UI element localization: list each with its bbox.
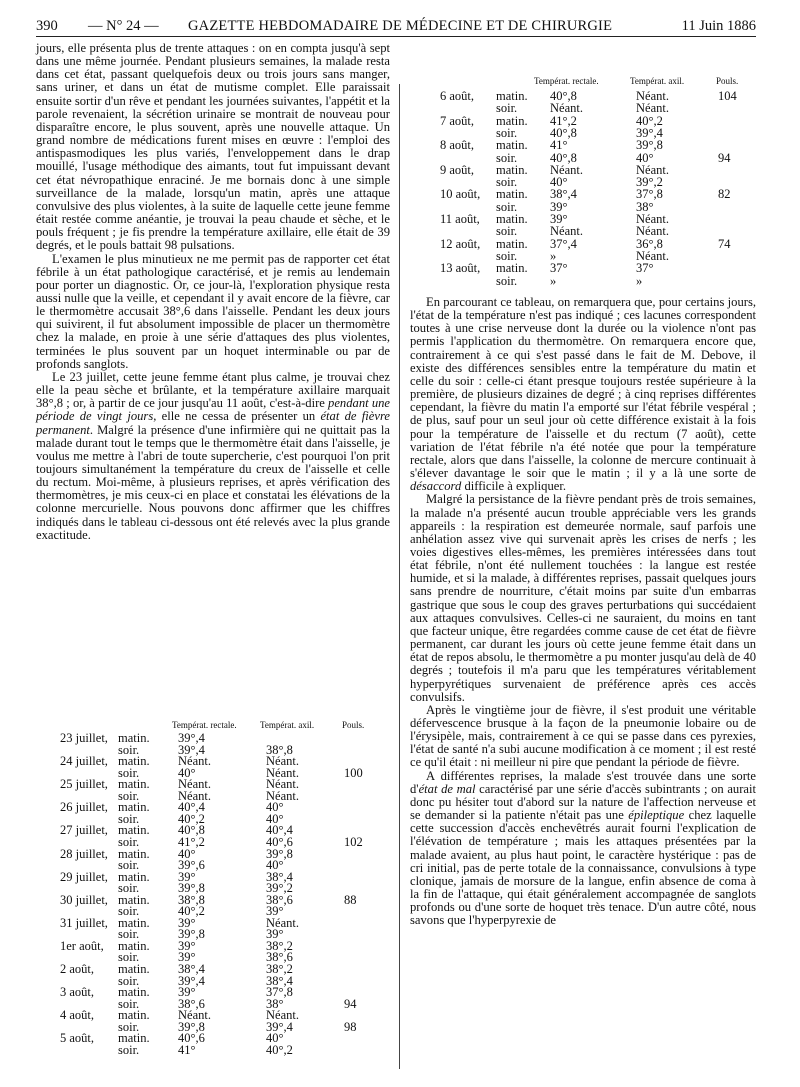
date-cell: 12 août, — [440, 236, 481, 251]
rectal-temp-cell: 37°,4 — [550, 236, 577, 251]
axil-temp-cell: 40°,4 — [266, 823, 293, 838]
emphasis: désaccord — [410, 479, 462, 494]
period-cell: soir. — [496, 101, 518, 116]
paragraph: L'examen le plus minutieux ne me permit pas de rapporter cet état fébrile à un état pathologique caractérisé, et je remis au lendemain pour porter un diagnostic. Or, ce jour-là, l'exploration physique resta aussi nulle que la veille, et cependant il y avait encore de la fièvre, car le thermomètre accusait 38°,6 dans l'aisselle. Pendant les deux jours qui suivirent, il fut absolument impossible de placer un thermomètre chez la malade, en proie à une série d'attaques des plus violentes, terminées le plus souvent par un hoquet interminable ou par de profonds sanglots. — [36, 251, 390, 371]
date-cell: 8 août, — [440, 138, 475, 153]
table-row — [440, 262, 800, 275]
date-cell: 7 août, — [440, 113, 475, 128]
period-cell: soir. — [118, 927, 140, 942]
axil-temp-cell: 39°,8 — [266, 846, 293, 861]
date-cell: 29 juillet, — [60, 869, 108, 884]
axil-temp-cell: 36°,8 — [636, 236, 663, 251]
pulse-cell: 74 — [718, 236, 731, 251]
period-cell: matin. — [118, 1031, 150, 1046]
pulse-cell: 88 — [344, 892, 357, 907]
date-cell: 6 août, — [440, 89, 475, 103]
pulse-cell: 94 — [344, 996, 357, 1011]
date-cell: 1er août, — [60, 938, 104, 953]
date-cell: 26 juillet, — [60, 800, 108, 815]
period-cell: soir. — [118, 788, 140, 803]
rectal-temp-cell: 38°,8 — [178, 892, 205, 907]
issue-number: — N° 24 — — [88, 18, 159, 34]
date-cell: 10 août, — [440, 187, 481, 202]
date-cell: 9 août, — [440, 162, 475, 177]
left-column — [36, 42, 390, 542]
period-cell: soir. — [496, 224, 518, 239]
rectal-temp-cell: 41° — [178, 1042, 196, 1057]
paragraph: A différentes reprises, la malade s'est trouvée dans une sorte d'état de mal caractérisé par une série d'accès subintrants ; on aurait donc pu hésiter tout d'abord sur la nature de l'affection nerveuse et se demander si la patiente n'était pas une épileptique chez laquelle cette succession d'accès enchevêtrés aurait fourni l'explication de l'élévation de température ; mais les attaques présentées par la malade avaient, au plus haut point, le caractère hystérique : pas de cri initial, pas de perte totale de la connaissance, convulsions à type clonique, jamais de morsure de la langue, enfin absence de coma à la fin de l'attaque, qui était généralement accompagnée de sanglots profonds ou d'une sorte de hoquet très tenace. D'un autre côté, nous savons que l'hyperpyrexie de — [410, 768, 756, 928]
table-row — [440, 238, 800, 251]
period-cell: matin. — [118, 985, 150, 1000]
date-cell: 5 août, — [60, 1031, 95, 1046]
emphasis: pendant une période de vingt jours — [36, 396, 390, 424]
axil-temp-cell: 37°,8 — [266, 985, 293, 1000]
period-cell: matin. — [496, 138, 528, 153]
axil-temp-cell: 38°,6 — [266, 950, 293, 965]
rectal-temp-cell: 39°,8 — [178, 1019, 205, 1034]
rectal-temp-cell: 40°,8 — [550, 125, 577, 140]
axil-temp-cell: 40°,2 — [636, 113, 663, 128]
paragraph: Après le vingtième jour de fièvre, il s'est produit une véritable défervescence brusque à la façon de la pneumonie lobaire ou de l'érysipèle, mais, contrairement à ce qui se passe dans ces pyrexies, l'état de santé n'a subi aucune modification à ce moment ; il est resté ce qu'il était : ni meilleur ni pire que pendant la période de fièvre. — [410, 702, 756, 770]
period-cell: matin. — [118, 731, 150, 745]
axil-temp-cell: 40°,6 — [266, 834, 293, 849]
period-cell: matin. — [118, 892, 150, 907]
period-cell: soir. — [118, 973, 140, 988]
header-rectal: Températ. rectale. — [534, 76, 599, 86]
period-cell: soir. — [496, 150, 518, 165]
axil-temp-cell: 37° — [636, 261, 654, 276]
rectal-temp-cell: 39°,6 — [178, 858, 205, 873]
axil-temp-cell: Néant. — [636, 101, 669, 116]
rectal-temp-cell: 39°,8 — [178, 881, 205, 896]
axil-temp-cell: 39° — [266, 904, 284, 919]
table-row — [440, 225, 800, 238]
rectal-temp-cell: 38°,4 — [178, 962, 205, 976]
axil-temp-cell: Néant. — [266, 788, 299, 803]
period-cell: matin. — [496, 187, 528, 202]
rectal-temp-cell: 39° — [550, 212, 568, 226]
rectal-temp-cell: 41°,2 — [550, 113, 577, 128]
temperature-table-left — [60, 719, 390, 1064]
table-row — [60, 1044, 460, 1057]
axil-temp-cell: 38°,8 — [266, 742, 293, 757]
period-cell: matin. — [118, 915, 150, 930]
period-cell: matin. — [118, 869, 150, 884]
axil-temp-cell: Néant. — [636, 224, 669, 239]
axil-temp-cell: 40° — [636, 150, 654, 165]
period-cell: matin. — [496, 212, 528, 226]
rectal-temp-cell: 40°,2 — [178, 811, 205, 826]
rectal-temp-cell: 39° — [178, 950, 196, 965]
table-row — [440, 152, 800, 165]
paragraph: jours, elle présenta plus de trente attaques : on en compta jusqu'à sept dans une même journée. Pendant plusieurs semaines, la malade resta dans cet état, passant quelquefois deux ou trois jours sans manger, sans uriner, et dans un état de mutisme complet. Elle paraissait ensuite sortir d'un rêve et pendant les journées suivantes, l'appétit et la parole revenaient, la sécrétion urinaire se montrait de nouveau pour disparaître encore, le plus souvent, après une nouvelle attaque. Un grand nombre de médications furent mises en œuvre : l'emploi des antispasmodiques les plus variés, l'enveloppement dans le drap mouillé, l'usage méthodique des aimants, tout fut impuissant devant cet état névropathique enraciné. Je me bornais donc à une simple surveillance de la malade, lorsqu'un matin, après une attaque convulsive des plus violentes, à la suite de laquelle cette jeune femme était restée comme anéantie, je trouvai la peau chaude et sèche, et le pouls fréquent ; je fis prendre la température axillaire, elle était de 39 degrés, et le pouls battait 98 pulsations. — [36, 41, 390, 253]
header-rule — [36, 36, 756, 37]
rectal-temp-cell: Néant. — [550, 224, 583, 239]
rectal-temp-cell: 39°,4 — [178, 973, 205, 988]
right-column — [410, 296, 756, 928]
table-row — [440, 90, 800, 103]
period-cell: matin. — [496, 113, 528, 128]
period-cell: soir. — [496, 175, 518, 190]
axil-temp-cell: Néant. — [266, 765, 299, 780]
table-row — [440, 127, 800, 140]
rectal-temp-cell: Néant. — [178, 754, 211, 769]
axil-temp-cell: » — [636, 273, 643, 288]
rectal-temp-cell: » — [550, 248, 557, 263]
axil-temp-cell: 39°,2 — [266, 881, 293, 896]
period-cell: soir. — [118, 881, 140, 896]
date-cell: 25 juillet, — [60, 777, 108, 792]
period-cell: matin. — [496, 236, 528, 251]
table-row — [440, 213, 800, 226]
axil-temp-cell: 38°,6 — [266, 892, 293, 907]
rectal-temp-cell: 40° — [178, 846, 196, 861]
table-row — [440, 164, 800, 177]
rectal-temp-cell: 37° — [550, 261, 568, 276]
period-cell: soir. — [118, 858, 140, 873]
period-cell: matin. — [118, 823, 150, 838]
pulse-cell: 102 — [344, 834, 363, 849]
axil-temp-cell: 40°,2 — [266, 1042, 293, 1057]
axil-temp-cell: 38°,4 — [266, 869, 293, 884]
period-cell: soir. — [118, 742, 140, 757]
rectal-temp-cell: 41° — [550, 138, 568, 153]
paragraph: Le 23 juillet, cette jeune femme étant plus calme, je trouvai chez elle la peau sèche et brûlante, et la température axillaire marquait 38°,8 ; or, à partir de ce jour jusqu'au 11 août, c'est-à-dire pendant une période de vingt jours, elle ne cessa de présenter un état de fièvre permanent. Malgré la présence d'une infirmière qui ne quittait pas la malade durant tout le temps que le thermomètre était dans l'aisselle, je voulus me mettre à l'abri de toute supercherie, c'est pourquoi l'on prit toujours simultanément la température du creux de l'aisselle et celle du rectum. Moi-même, à plusieurs reprises, et après vérification des thermomètres, je mis ceux-ci en place et constatai les élévations de la colonne mercurielle. Nous pouvons donc affirmer que les chiffres indiqués dans le tableau ci-dessous ont été relevés avec la plus grande exactitude. — [36, 369, 390, 542]
axil-temp-cell: Néant. — [266, 1008, 299, 1023]
period-cell: matin. — [496, 89, 528, 103]
header-rectal: Températ. rectale. — [172, 720, 237, 730]
temperature-table-right — [440, 75, 770, 290]
date-cell: 11 août, — [440, 212, 480, 226]
period-cell: soir. — [118, 765, 140, 780]
date-cell: 3 août, — [60, 985, 95, 1000]
period-cell: matin. — [118, 800, 150, 815]
axil-temp-cell: Néant. — [636, 212, 669, 226]
rectal-temp-cell: 39° — [178, 869, 196, 884]
date-cell: 4 août, — [60, 1008, 95, 1023]
date-cell: 24 juillet, — [60, 754, 108, 769]
rectal-temp-cell: Néant. — [178, 1008, 211, 1023]
header-pouls: Pouls. — [716, 76, 739, 86]
axil-temp-cell: 39°,4 — [636, 125, 663, 140]
rectal-temp-cell: 39°,4 — [178, 731, 205, 745]
axil-temp-cell: Néant. — [636, 89, 669, 103]
axil-temp-cell: 40° — [266, 800, 284, 815]
period-cell: soir. — [496, 199, 518, 214]
rectal-temp-cell: 38°,6 — [178, 996, 205, 1011]
axil-temp-cell: 39°,2 — [636, 175, 663, 190]
axil-temp-cell: 38° — [266, 996, 284, 1011]
axil-temp-cell: 37°,8 — [636, 187, 663, 202]
axil-temp-cell: 40° — [266, 811, 284, 826]
date-cell: 30 juillet, — [60, 892, 108, 907]
table-row — [440, 201, 800, 214]
rectal-temp-cell: Néant. — [550, 101, 583, 116]
date-cell: 13 août, — [440, 261, 481, 276]
emphasis: état de fièvre permanent — [36, 409, 390, 437]
date-cell: 28 juillet, — [60, 846, 108, 861]
rectal-temp-cell: 39° — [178, 985, 196, 1000]
table-row — [440, 176, 800, 189]
axil-temp-cell: Néant. — [266, 754, 299, 769]
issue-date: 11 Juin 1886 — [681, 18, 756, 34]
table-row — [440, 102, 800, 115]
axil-temp-cell: 40° — [266, 1031, 284, 1046]
emphasis: état de mal — [418, 781, 476, 796]
axil-temp-cell: 39°,4 — [266, 1019, 293, 1034]
paragraph: En parcourant ce tableau, on remarquera que, pour certains jours, l'état de la température n'est pas indiqué ; ces lacunes correspondent toutes à une crise nerveuse dont la durée ou la violence n'ont pas permis l'application du thermomètre. On remarquera encore que, contrairement à ce qui s'est passé dans le fait de M. Debove, il existe des différences sensibles entre la température du matin et celle du soir : celle-ci étant presque toujours restée supérieure à la première, de plusieurs dizaines de degré ; à cinq reprises différentes cependant, la fièvre du matin l'a emporté sur l'état fébrile vespéral ; de plus, sauf pour un seul jour où cette différence existait à la fois pour la température de l'aisselle et du rectum (7 août), cette variation de l'état fébrile n'a été notée que pour la température rectale, alors que dans l'aisselle, la colonne de mercure continuait à s'élever davantage le soir que le matin ; il y a là une sorte de désaccord difficile à expliquer. — [410, 295, 756, 494]
rectal-temp-cell: Néant. — [550, 162, 583, 177]
period-cell: soir. — [118, 1042, 140, 1057]
period-cell: soir. — [118, 904, 140, 919]
rectal-temp-cell: 39° — [550, 199, 568, 214]
header-axil: Températ. axil. — [260, 720, 315, 730]
header-pouls: Pouls. — [342, 720, 365, 730]
period-cell: soir. — [496, 125, 518, 140]
pulse-cell: 104 — [718, 89, 737, 103]
period-cell: matin. — [118, 938, 150, 953]
date-cell: 31 juillet, — [60, 915, 108, 930]
axil-temp-cell: 38°,2 — [266, 938, 293, 953]
rectal-temp-cell: 40°,4 — [178, 800, 205, 815]
emphasis: épileptique — [628, 808, 685, 823]
rectal-temp-cell: 38°,4 — [550, 187, 577, 202]
period-cell: matin. — [118, 962, 150, 976]
period-cell: soir. — [118, 1019, 140, 1034]
period-cell: soir. — [118, 834, 140, 849]
period-cell: matin. — [118, 754, 150, 769]
header-axil: Températ. axil. — [630, 76, 685, 86]
rectal-temp-cell: 41°,2 — [178, 834, 205, 849]
table-row — [440, 250, 800, 263]
paragraph: Malgré la persistance de la fièvre pendant près de trois semaines, la malade n'a présenté aucun trouble appréciable vers les grands appareils : la respiration est demeurée normale, sauf parfois une anhélation assez vive qui survenait après les crises de nerfs ; les voies digestives elles-mêmes, les premières intéressées dans tout état fébrile, n'ont été nullement touchées : la langue est restée humide, et si la malade, à différentes reprises, passait quelques jours sans prendre de nourriture, c'était moins par suite d'un embarras gastrique que sous le coup des graves perturbations qui succédaient aux attaques convulsives. Celles-ci ne sauraient, du moins en tant que facteur unique, être regardées comme cause de cet état de fièvre permanent, car durant les jours où cette jeune femme était dans un état de repos absolu, le thermomètre a pu monter jusqu'au delà de 40 degrés ; toutefois il m'a paru que les températures véritablement hyperpyrétiques survenaient de préférence après ces accès convulsifs. — [410, 492, 756, 704]
period-cell: soir. — [496, 273, 518, 288]
axil-temp-cell: Néant. — [266, 915, 299, 930]
table-row — [440, 188, 800, 201]
rectal-temp-cell: 39° — [178, 938, 196, 953]
axil-temp-cell: 38° — [636, 199, 654, 214]
table-row — [440, 115, 800, 128]
rectal-temp-cell: 40°,2 — [178, 904, 205, 919]
axil-temp-cell: 39° — [266, 927, 284, 942]
axil-temp-cell: Néant. — [636, 162, 669, 177]
rectal-temp-cell: » — [550, 273, 557, 288]
axil-temp-cell: Néant. — [636, 248, 669, 263]
rectal-temp-cell: Néant. — [178, 777, 211, 792]
date-cell: 27 juillet, — [60, 823, 108, 838]
rectal-temp-cell: 40°,8 — [550, 150, 577, 165]
axil-temp-cell: 38°,2 — [266, 962, 293, 976]
running-header — [36, 12, 756, 38]
date-cell: 23 juillet, — [60, 731, 108, 745]
rectal-temp-cell: 39°,4 — [178, 742, 205, 757]
pulse-cell: 94 — [718, 150, 731, 165]
period-cell: matin. — [496, 261, 528, 276]
axil-temp-cell: 39°,8 — [636, 138, 663, 153]
table-row — [440, 275, 800, 288]
period-cell: soir. — [118, 996, 140, 1011]
rectal-temp-cell: Néant. — [178, 788, 211, 803]
rectal-temp-cell: 40° — [550, 175, 568, 190]
period-cell: matin. — [118, 846, 150, 861]
rectal-temp-cell: 40°,8 — [178, 823, 205, 838]
date-cell: 2 août, — [60, 962, 95, 976]
rectal-temp-cell: 39° — [178, 915, 196, 930]
period-cell: soir. — [118, 950, 140, 965]
rectal-temp-cell: 40° — [178, 765, 196, 780]
axil-temp-cell: 38°,4 — [266, 973, 293, 988]
period-cell: matin. — [496, 162, 528, 177]
pulse-cell: 82 — [718, 187, 731, 202]
period-cell: matin. — [118, 1008, 150, 1023]
pulse-cell: 98 — [344, 1019, 357, 1034]
period-cell: matin. — [118, 777, 150, 792]
table-row — [440, 139, 800, 152]
rectal-temp-cell: 40°,6 — [178, 1031, 205, 1046]
axil-temp-cell: 40° — [266, 858, 284, 873]
period-cell: soir. — [118, 811, 140, 826]
period-cell: soir. — [496, 248, 518, 263]
journal-title: GAZETTE HEBDOMADAIRE DE MÉDECINE ET DE CHIRURGIE — [188, 18, 613, 34]
rectal-temp-cell: 40°,8 — [550, 89, 577, 103]
axil-temp-cell: Néant. — [266, 777, 299, 792]
pulse-cell: 100 — [344, 765, 363, 780]
page-number: 390 — [36, 18, 58, 34]
rectal-temp-cell: 39°,8 — [178, 927, 205, 942]
